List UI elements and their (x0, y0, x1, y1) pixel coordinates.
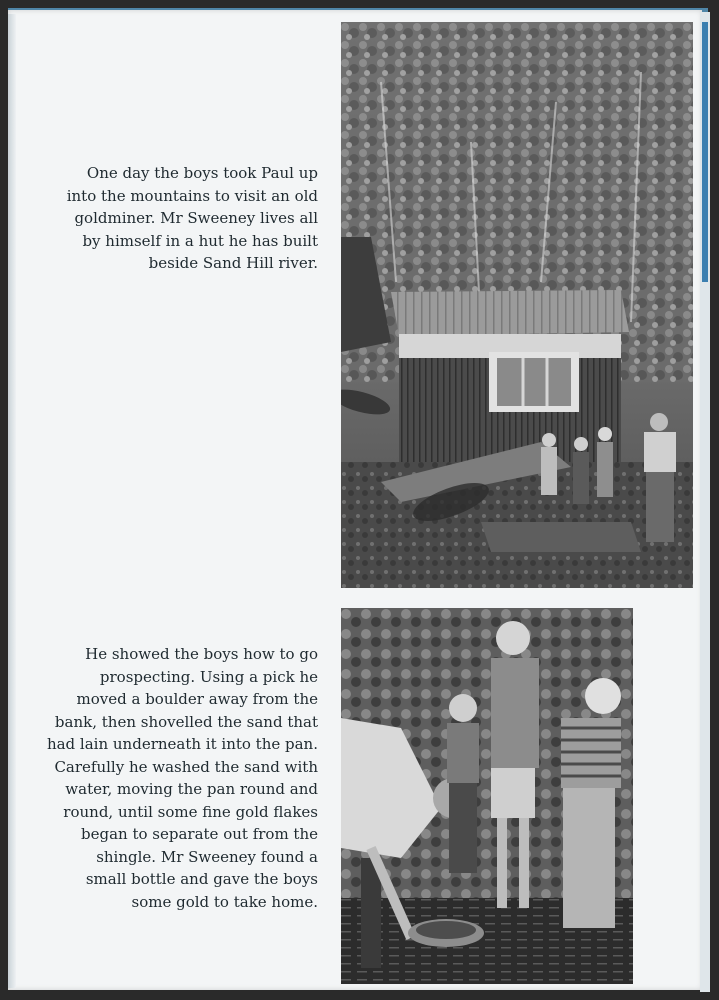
paragraph-visit (40, 162, 318, 275)
photo-goldminer-hut (341, 22, 693, 588)
text-line: by himself in a hut he has built (82, 231, 318, 250)
book-right-edge (700, 12, 710, 992)
cover-edge-strip (702, 22, 708, 282)
hut-window (497, 358, 571, 406)
text-line: water, moving the pan round and (65, 780, 318, 798)
text-line: goldminer. Mr Sweeney lives all (74, 209, 318, 227)
text-line: One day the boys took Paul up (86, 164, 318, 182)
text-line: bank, then shovelled the sand that (54, 712, 318, 731)
text-line: small bottle and gave the boys (85, 870, 318, 888)
text-line: had lain underneath it into the pan. (46, 735, 318, 753)
text-line: beside Sand Hill river. (148, 254, 318, 272)
hut-scene (341, 22, 693, 588)
text-line: began to separate out from the (81, 825, 318, 843)
children-figures (541, 427, 613, 504)
timber-pile (481, 522, 641, 552)
text-line: some gold to take home. (131, 892, 318, 911)
text-line: shingle. Mr Sweeney found a (96, 847, 318, 866)
text-line: moved a boulder away from the (76, 690, 318, 708)
page-gutter-shadow (8, 14, 16, 988)
text-line: Carefully he washed the sand with (54, 757, 318, 776)
text-line: into the mountains to visit an old (66, 186, 318, 205)
old-man-figure (644, 413, 676, 542)
hut-roof (391, 290, 629, 336)
paragraph-prospecting (40, 643, 318, 913)
text-line: prospecting. Using a pick he (99, 667, 318, 686)
text-line: He showed the boys how to go (85, 645, 318, 663)
panning-scene (341, 608, 633, 984)
text-line: round, until some fine gold flakes (63, 802, 318, 821)
photo-panning-gold (341, 608, 633, 984)
